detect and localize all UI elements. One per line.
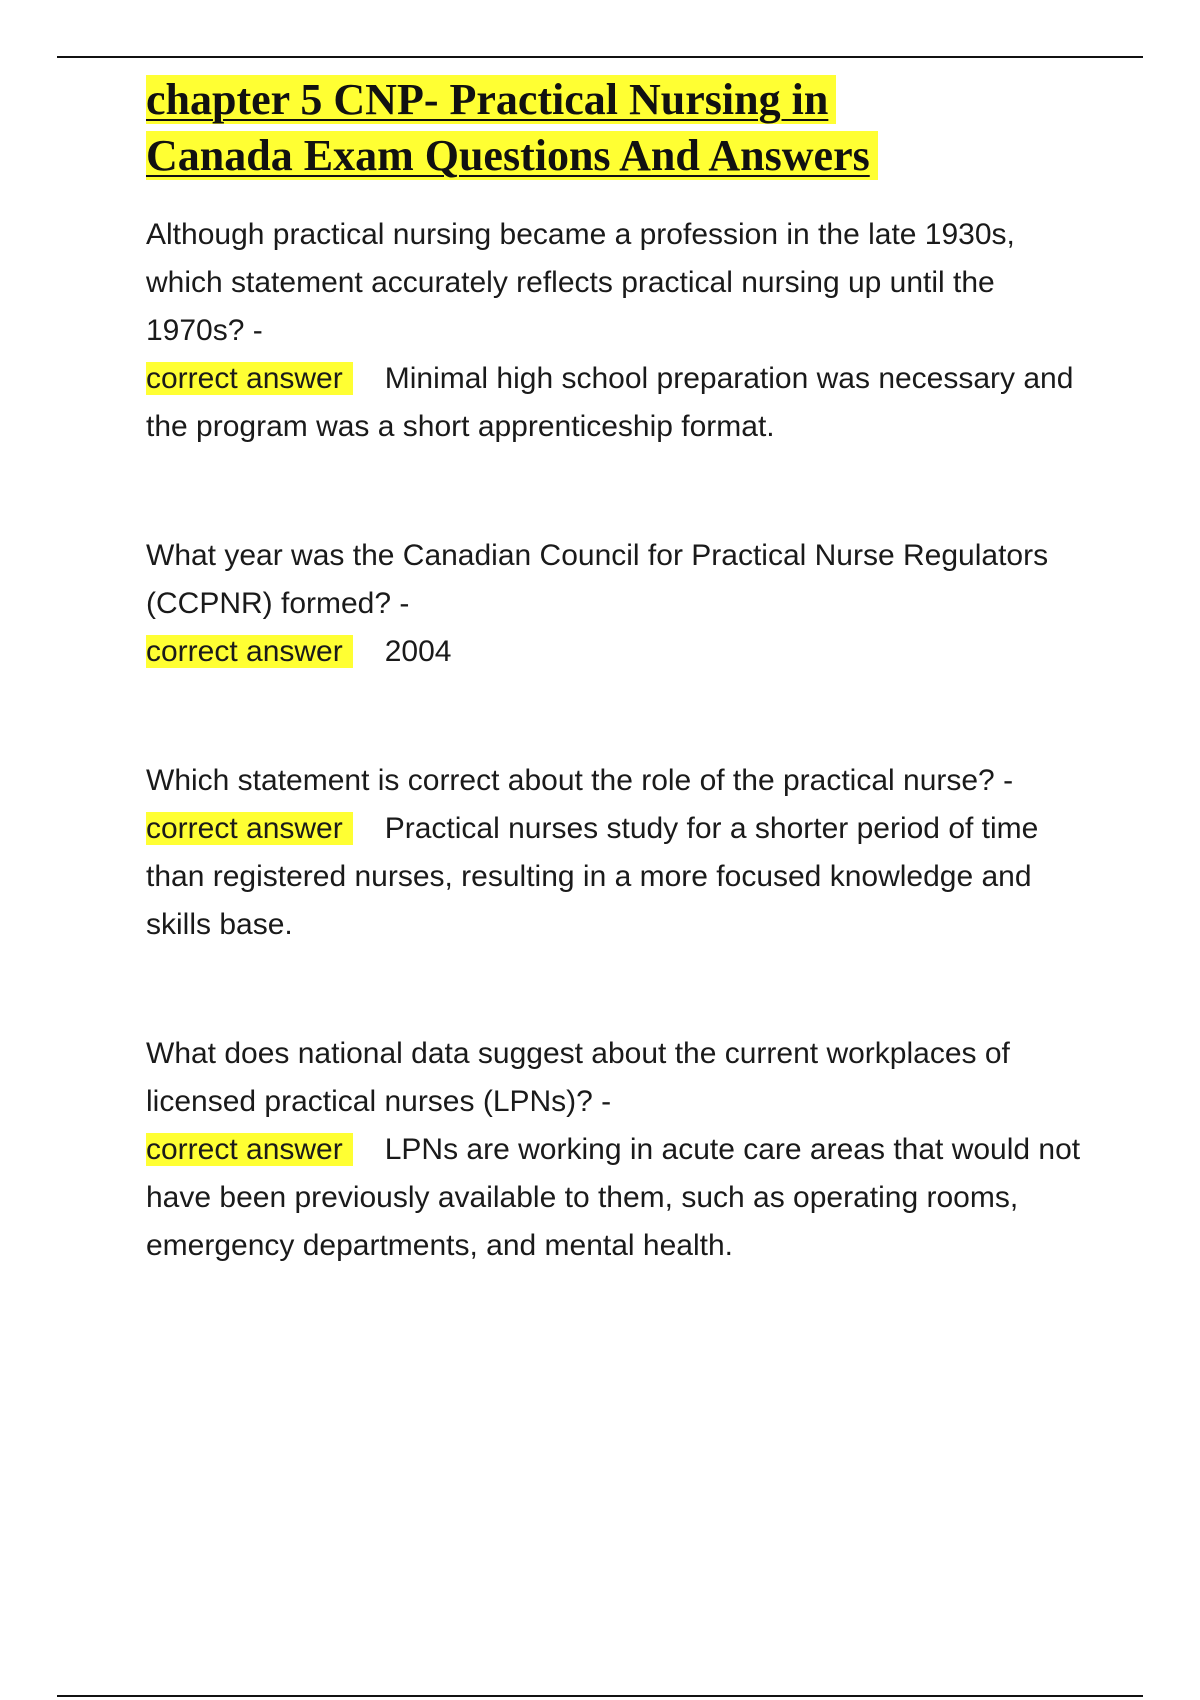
answer-label: correct answer [146,635,353,668]
document-body [146,72,1091,1270]
qa-item-1 [146,211,1091,451]
answer-text: Minimal high school preparation was necessary and the program was a short apprenticeship format. [146,362,1074,443]
qa-item-3 [146,757,1091,949]
qa-item-2 [146,532,1091,676]
answer-line [146,355,1091,451]
answer-label: correct answer [146,362,353,395]
document-title [146,72,1091,184]
answer-line [146,805,1091,949]
answer-line [146,1126,1091,1270]
question-text: Although practical nursing became a profession in the late 1930s, which statement accurately reflects practical nursing up until the 1970s? - [146,218,1015,347]
answer-text: Practical nurses study for a shorter period of time than registered nurses, resulting in a more focused knowledge and skills base. [146,812,1039,941]
answer-text: 2004 [384,635,452,668]
question-text: What does national data suggest about the current workplaces of licensed practical nurses (LPNs)? - [146,1037,1010,1118]
title-line-2: Canada Exam Questions And Answers [146,131,878,180]
footer-rule [57,1695,1143,1697]
answer-text: LPNs are working in acute care areas that would not have been previously available to them, such as operating rooms, emergency departments, and mental health. [146,1133,1081,1262]
answer-line [146,628,1091,676]
question-text: What year was the Canadian Council for Practical Nurse Regulators (CCPNR) formed? - [146,539,1049,620]
answer-label: correct answer [146,1133,353,1166]
qa-item-4 [146,1030,1091,1270]
question-text: Which statement is correct about the role of the practical nurse? - [146,764,1014,797]
header-rule [57,56,1143,58]
title-line-1: chapter 5 CNP- Practical Nursing in [146,75,836,124]
answer-label: correct answer [146,812,353,845]
